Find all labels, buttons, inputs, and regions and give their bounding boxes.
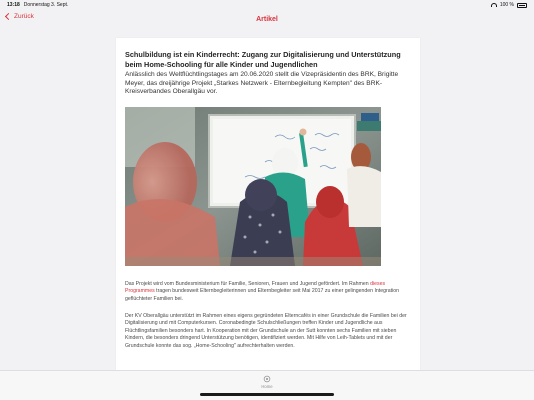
status-bar (0, 0, 534, 10)
tab-home-label: Home (261, 384, 273, 389)
status-date: Donnerstag 3. Sept. (23, 2, 69, 8)
tab-home[interactable] (261, 375, 272, 400)
article-photo (125, 107, 381, 266)
back-label: Zurück (14, 13, 34, 20)
article-paragraph-2: Der KV Oberallgäu unterstützt im Rahmen eines eigens gegründeten Elterncafés in einer Grundschule die Familien bei der Digitalisierung und mit Computerkursen. Coronabedingte Schulschließungen treffen Kinder und Jugendliche aus Flüchtlingsfamilien besonders hart. In Kooperation mit der Grundschule an der Sutt konnten sechs Familien mit sieben Kindern, die besonders dringend Unterstützung benötigen, identifiziert werden. Mit Hilfe von Leih-Tablets und mit der Grundschule konnte das sog. „Home-Schooling" aufrechterhalten werden. (125, 313, 407, 349)
program-link[interactable]: dieses Programmes (125, 281, 386, 295)
status-time: 13:18 (7, 2, 20, 8)
article-card (116, 38, 420, 370)
paragraph-1-text-before: Das Projekt wird vom Bundesministerium für Familie, Senioren, Frauen und Jugend gefördert. Im Rahmen (125, 281, 371, 287)
classroom-photo (125, 107, 381, 266)
article-lead: Anlässlich des Weltflüchtlingstages am 20.06.2020 stellt die Vizepräsidentin des BRK, Brigitte Meyer, das dreijährige Projekt „Starkes Netzwerk - Elternbegleitung Kempten" des BRK-Kreisverbandes Oberallgäu vor. (125, 71, 399, 96)
status-indicators (491, 2, 527, 8)
wifi-icon (491, 3, 497, 7)
article-headline: Schulbildung ist ein Kinderrecht: Zugang zur Digitalisierung und Unterstützung beim Home-Schooling für alle Kinder und Jugendlichen (125, 50, 401, 69)
article-paragraph-1 (125, 281, 411, 303)
home-indicator[interactable] (200, 393, 334, 396)
back-button[interactable] (6, 13, 34, 20)
battery-text: 100 % (499, 2, 514, 8)
chevron-left-icon (5, 13, 12, 20)
paragraph-1-text-after: tragen bundesweit Elternbegleiterinnen und Elternbegleiter seit Mai 2017 zu einer gelingenden Integration geflüchteter Familien bei. (125, 288, 399, 302)
navigation-bar (0, 10, 534, 28)
battery-icon (517, 3, 527, 8)
page-title: Artikel (256, 15, 278, 23)
home-icon (263, 375, 271, 383)
